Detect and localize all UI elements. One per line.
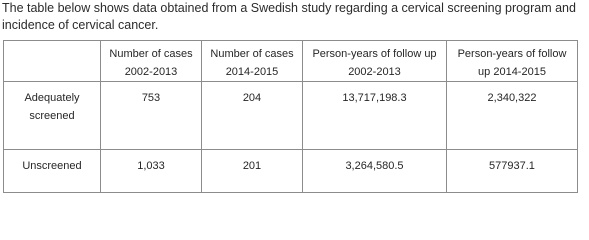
row-label: Adequately	[24, 92, 80, 104]
header-text: Person-years of follow	[457, 48, 567, 60]
screening-table	[3, 40, 578, 193]
header-person-years-2002-2013	[303, 41, 447, 82]
cell-person-years-2014-2015: 2,340,322	[447, 82, 578, 150]
header-text: Person-years of follow up	[312, 48, 437, 60]
cell-cases-2014-2015: 204	[202, 82, 303, 150]
row-label-cell	[4, 150, 101, 193]
intro-line-2: incidence of cervical cancer.	[2, 18, 159, 32]
table-row	[4, 150, 578, 193]
cell-cases-2014-2015: 201	[202, 150, 303, 193]
cell-person-years-2014-2015: 577937.1	[447, 150, 578, 193]
cell-cases-2002-2013: 753	[101, 82, 202, 150]
header-text: 2002-2013	[348, 66, 401, 78]
intro-text	[2, 0, 587, 34]
table-row	[4, 82, 578, 150]
header-text: Number of cases	[210, 48, 294, 60]
row-label: screened	[29, 110, 75, 122]
header-text: 2014-2015	[225, 66, 279, 78]
header-person-years-2014-2015	[447, 41, 578, 82]
cell-person-years-2002-2013: 3,264,580.5	[303, 150, 447, 193]
header-text: 2002-2013	[124, 66, 178, 78]
header-cell-empty	[4, 41, 101, 82]
header-cases-2002-2013	[101, 41, 202, 82]
cell-cases-2002-2013: 1,033	[101, 150, 202, 193]
row-label-cell	[4, 82, 101, 150]
header-text: Number of cases	[109, 48, 193, 60]
intro-line-1: The table below shows data obtained from a Swedish study regarding a cervical screening program and	[2, 1, 576, 15]
table-header-row	[4, 41, 578, 82]
cell-person-years-2002-2013: 13,717,198.3	[303, 82, 447, 150]
row-label: Unscreened	[22, 160, 82, 172]
header-text: up 2014-2015	[478, 66, 546, 78]
header-cases-2014-2015	[202, 41, 303, 82]
